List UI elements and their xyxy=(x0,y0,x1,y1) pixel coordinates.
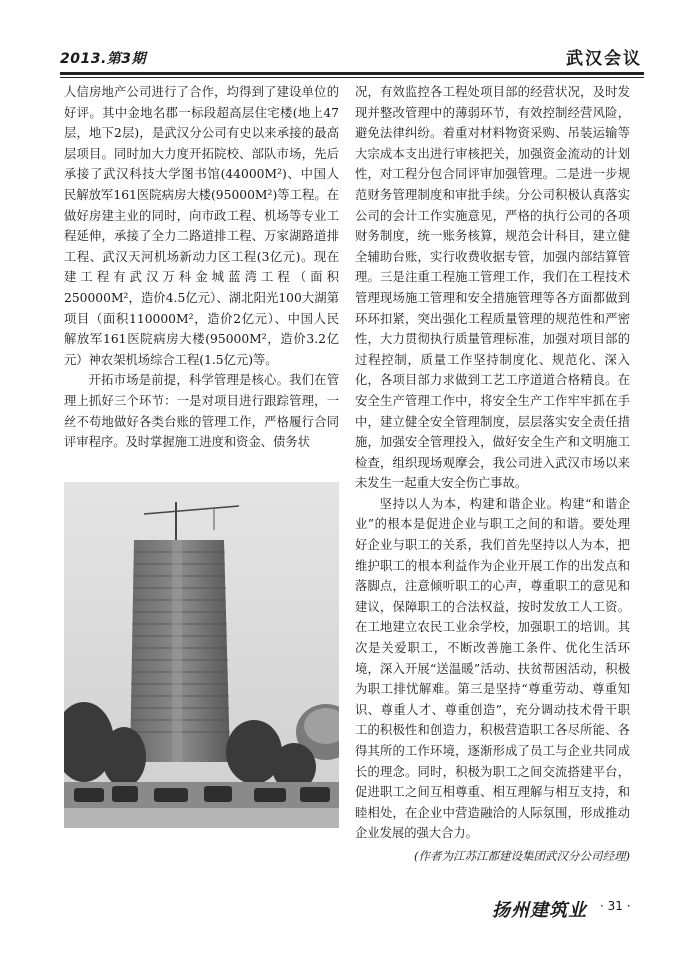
issue-number: 2013.第3期 xyxy=(60,51,147,67)
page-header xyxy=(60,44,644,70)
right-paragraph-2: 坚持以人为本，构建和谐企业。构建“和谐企业”的根本是促进企业与职工之间的和谐。要处理好企业与职工的关系，我们首先坚持以人为本，把维护职工的根本利益作为企业开展工作的出发点和落脚点，注意倾听职工的心声，尊重职工的意见和建议，保障职工的合法权益，按时发放工人工资。在工地建立农民工业余学校，加强职工的培训。其次是关爱职工，不断改善施工条件、优化生活环境，深入开展“送温暖”活动、扶贫帮困活动，积极为职工排忧解难。第三是坚持“尊重劳动、尊重知识、尊重人才、尊重创造”，充分调动技术骨干职工的积极性和创造力，积极营造职工各尽所能、各得其所的工作环境，逐渐形成了员工与企业共同成长的理念。同时，积极为职工之间交流搭建平台，促进职工之间互相尊重、相互理解与相互支持，和睦相处，在企业中营造融洽的人际氛围，形成推动企业发展的强大合力。 xyxy=(355,496,630,841)
right-paragraph-1: 况，有效监控各工程处项目部的经营状况，及时发现并整改管理中的薄弱环节，有效控制经营风险，避免法律纠纷。着重对材料物资采购、吊装运输等大宗成本支出进行审核把关，加强资金流动的计划性，对工程分包合同评审加强管理。二是进一步规范财务管理制度和审批手续。分公司积极认真落实公司的会计工作实施意见，严格的执行公司的各项财务制度，统一账务核算，规范会计科目，建立健全辅助台账，实行收费收据专管，加强内部结算管理。三是注重工程施工管理工作，我们在工程技术管理现场施工管理和安全措施管理等各方面都做到环环扣紧，突出强化工程质量管理的规范性和严密性，大力贯彻执行质量管理标准，加强对项目部的过程控制，质量工作坚持制度化、规范化、深入化，各项目部力求做到工艺工序道道合格精良。在安全生产管理工作中，将安全生产工作牢牢抓在手中，建立健全安全管理制度，层层落实安全责任措施，加强安全管理投入，做好安全生产和文明施工检查，组织现场观摩会，我公司进入武汉市场以来未发生一起重大安全伤亡事故。 xyxy=(355,85,630,491)
author-byline: (作者为江苏江都建设集团武汉分公司经理) xyxy=(414,848,630,863)
publication-logo: 扬州建筑业 xyxy=(492,900,587,921)
left-column xyxy=(64,82,339,453)
construction-photo xyxy=(64,482,339,828)
left-paragraph-1: 人信房地产公司进行了合作，均得到了建设单位的好评。其中金地名郡一标段超高层住宅楼(地上47层，地下2层)，是武汉分公司有史以来承接的最高层项目。同时加大力度开拓院校、部队市场，先后承接了武汉科技大学图书馆(44000M²)、中国人民解放军161医院病房大楼(95000M²)等工程。在做好房建主业的同时，向市政工程、机场等专业工程延伸，承接了全力二路道排工程、万家湖路道排工程、武汉天河机场新动力区工程(3亿元)。现在建工程有武汉万科金城蓝湾工程（面积250000M²，造价4.5亿元）、湖北阳光100大湖第项目（面积110000M²，造价2亿元）、中国人民解放军161医院病房大楼(95000M²，造价3.2亿元）神农架机场综合工程(1.5亿元)等。 xyxy=(64,85,339,367)
header-rule-thin xyxy=(60,77,644,78)
skyscraper-photo-illustration xyxy=(64,482,339,828)
right-column xyxy=(355,82,630,867)
page-number: · 31 · xyxy=(600,899,631,913)
left-paragraph-2: 开拓市场是前提，科学管理是核心。我们在管理上抓好三个环节：一是对项目进行跟踪管理，一丝不苟地做好各类台账的管理工作，严格履行合同评审程序。及时掌握施工进度和资金、债务状 xyxy=(64,373,339,450)
journal-title: 武汉会议 xyxy=(566,49,642,69)
header-rule-thick xyxy=(60,72,644,75)
